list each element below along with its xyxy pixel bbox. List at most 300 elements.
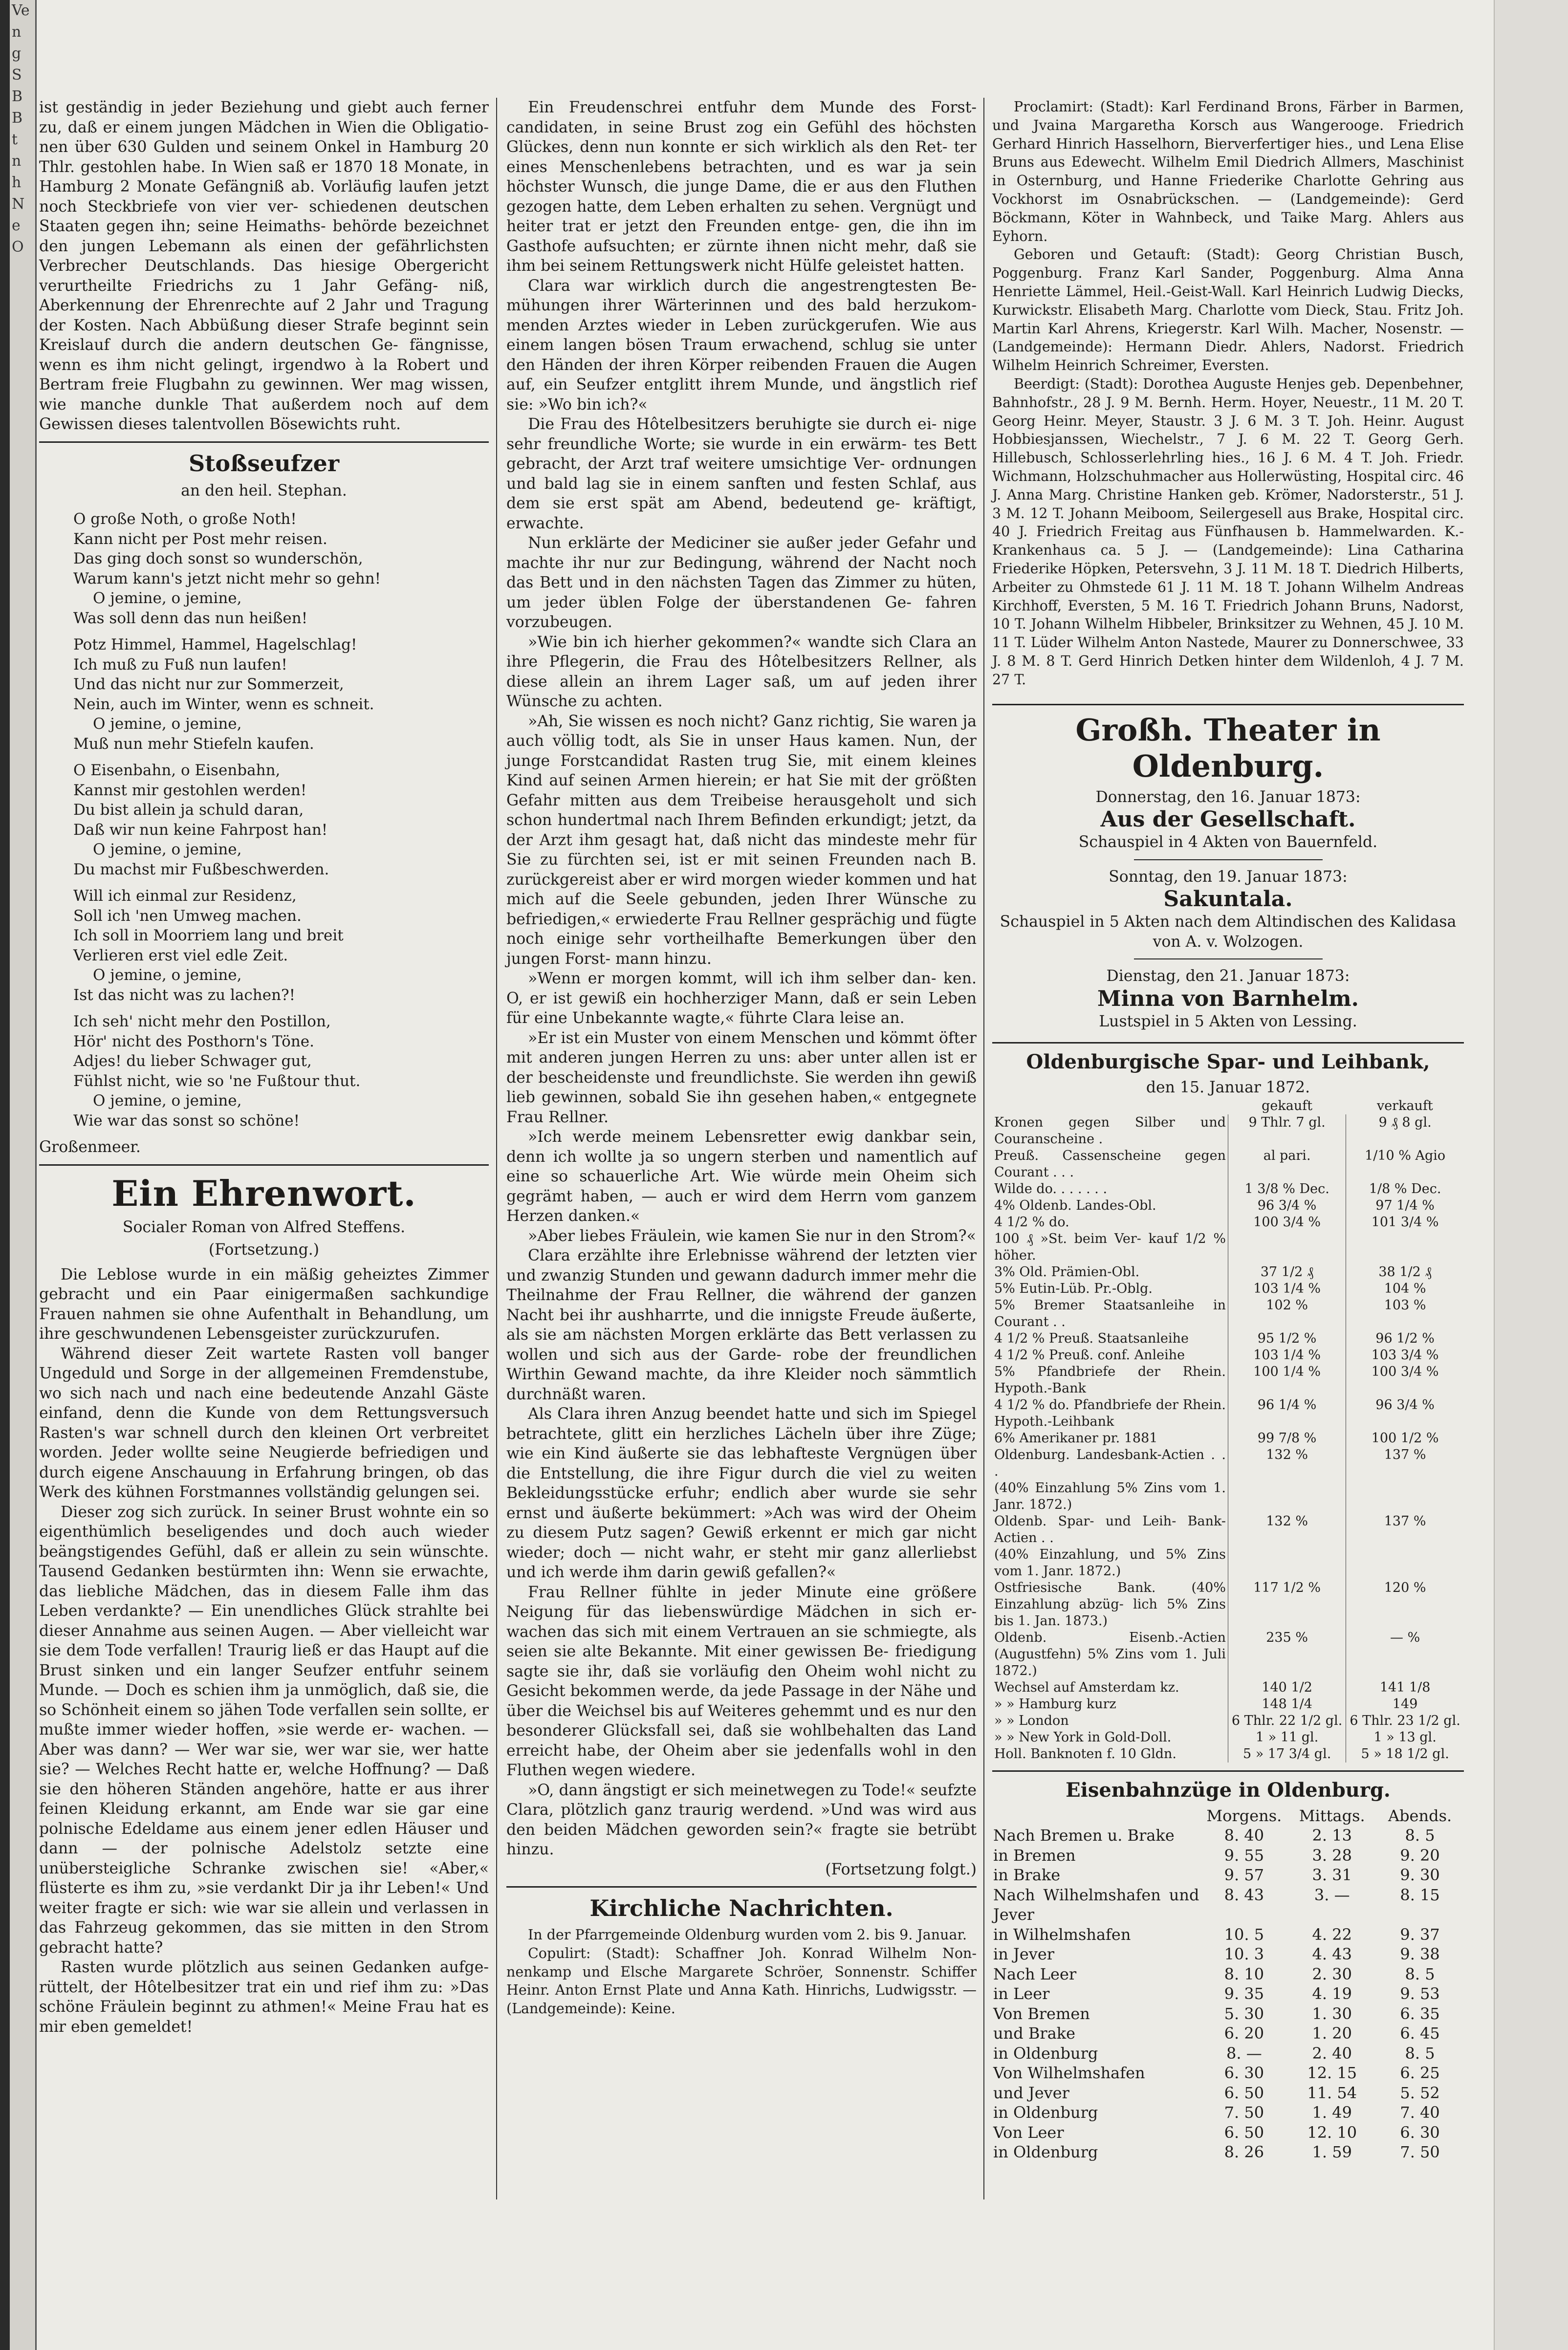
- bank-cell: Holl. Banknoten f. 10 Gldn.: [992, 1746, 1228, 1762]
- rail-row: [992, 1846, 1464, 1866]
- poem-line: Soll ich 'nen Umweg machen.: [73, 907, 302, 925]
- novel-paragraph: (Fortsetzung folgt.): [825, 1860, 977, 1878]
- rail-row: [992, 2044, 1464, 2064]
- rail-cell: 12. 10: [1307, 2123, 1357, 2142]
- bank-row: [992, 1181, 1464, 1197]
- rail-cell: 5. 30: [1224, 2004, 1264, 2023]
- bank-cell: 4% Oldenb. Landes-Obl.: [992, 1197, 1228, 1214]
- bank-cell: Oldenb. Spar- und Leih- Bank-Actien . .: [992, 1513, 1228, 1546]
- bank-cell: 235 %: [1228, 1630, 1346, 1679]
- bank-cell: 6 Thlr. 22 1/2 gl.: [1228, 1713, 1346, 1729]
- bank-row: [992, 1364, 1464, 1397]
- bank-cell: 6 Thlr. 23 1/2 gl.: [1350, 1713, 1460, 1728]
- poem-place: Großenmeer.: [39, 1138, 141, 1156]
- bank-cell: 100 3/4 %: [1371, 1364, 1439, 1379]
- bank-row: [992, 1148, 1464, 1181]
- poem-line: Nein, auch im Winter, wenn es schneit.: [73, 695, 374, 713]
- bank-header-cell: verkauft: [1376, 1098, 1433, 1113]
- strip-fragment: e: [12, 217, 21, 234]
- bank-cell: Ostfriesische Bank. (40% Einzahlung abzüg- lich 5% Zins bis 1. Jan. 1873.): [992, 1580, 1228, 1630]
- bank-cell: Oldenb. Eisenb.-Actien (Augustfehn) 5% Zins vom 1. Juli 1872.): [992, 1630, 1228, 1679]
- bank-cell: 117 1/2 %: [1228, 1580, 1346, 1630]
- theater-play-3: Minna von Barnhelm.: [1097, 986, 1359, 1011]
- rail-cell: 1. 49: [1312, 2103, 1352, 2122]
- rail-row: [992, 1984, 1464, 2004]
- novel-paragraph: »Wie bin ich hierher gekommen?« wandte sich Clara an ihre Pflegerin, die Frau des Hôtelbesitzers Rellner, als diese allein an ihrem Lager saß, um auf jeden ihrer Wünsche zu achten.: [506, 633, 977, 710]
- rail-header-cell: [992, 1806, 1200, 1826]
- bank-row: [992, 1746, 1464, 1762]
- previous-page-strip: [10, 0, 37, 2350]
- church-proclamirt: Proclamirt: (Stadt): Karl Ferdinand Brons, Färber in Barmen, und Jvaina Margaretha Korsch aus Wangerooge. Friedrich Gerhard Hinrich Hasselhorn, Bierverfertiger hies., und Lena Elise Bruns aus Edewecht. Wilhelm Emil Diedrich Allmers, Maschinist in Osternburg, und Hanne Friederike Charlotte Gehring aus Vockhorst im Osnabrückschen. — (Landgemeinde): Gerd Böckmann, Köter in Wahnbeck, und Taike Marg. Ahlers aus Eyhorn.: [992, 99, 1464, 244]
- poem-line: O Eisenbahn, o Eisenbahn,: [73, 762, 281, 779]
- theater-date-1: Donnerstag, den 16. Januar 1873:: [1095, 788, 1361, 806]
- rail-row: [992, 1925, 1464, 1945]
- poem-stanza: [73, 761, 489, 879]
- rail-row: [992, 2123, 1464, 2143]
- rail-cell: in Wilhelmshafen: [993, 1925, 1131, 1944]
- bank-cell: 1/8 % Dec.: [1369, 1181, 1441, 1197]
- bank-cell: 137 %: [1384, 1447, 1426, 1462]
- poem-stanza: [73, 1012, 489, 1131]
- rail-cell: 9. 35: [1224, 1984, 1264, 2003]
- bank-header-cell: gekauft: [1262, 1098, 1313, 1113]
- church-news-title: Kirchliche Nachrichten.: [589, 1895, 893, 1921]
- poem-line: O jemine, o jemine,: [93, 966, 242, 984]
- rail-cell: 6. 50: [1224, 2083, 1264, 2102]
- rail-cell: 6. 35: [1400, 2004, 1440, 2023]
- bank-cell: [1228, 1480, 1346, 1513]
- bank-row: [992, 1264, 1464, 1281]
- rail-cell: Von Leer: [993, 2123, 1064, 2142]
- poem-line: Du bist allein ja schuld daran,: [73, 801, 304, 819]
- bank-cell: 100 3/4 %: [1228, 1214, 1346, 1231]
- rail-cell: 9. 37: [1400, 1925, 1440, 1944]
- theater-date-3: Dienstag, den 21. Januar 1873:: [1106, 967, 1350, 985]
- poem-line: Warum kann's jetzt nicht mehr so gehn!: [73, 569, 381, 588]
- page-edge: [1494, 0, 1568, 2350]
- novel-paragraph: Rasten wurde plötzlich aus seinen Gedanken aufge- rüttelt, der Hôtelbesitzer trat ein und rief ihm zu: »Das schöne Fräulein beginnt zu athmen!« Meine Frau hat es mir eben gemeldet!: [39, 1958, 489, 2036]
- rail-row: [992, 2083, 1464, 2103]
- poem-line: Muß nun mehr Stiefeln kaufen.: [73, 735, 314, 753]
- rail-cell: 9. 38: [1400, 1945, 1440, 1963]
- poem-line: Ich soll in Moorriem lang und breit: [73, 927, 344, 944]
- bank-row: [992, 1347, 1464, 1364]
- poem-line: Ich muß zu Fuß nun laufen!: [73, 655, 287, 674]
- bank-cell: Wechsel auf Amsterdam kz.: [992, 1679, 1228, 1696]
- rail-cell: Nach Wilhelmshafen und Jever: [993, 1885, 1199, 1924]
- rail-row: [992, 2024, 1464, 2044]
- novel-paragraph: »Aber liebes Fräulein, wie kamen Sie nur in den Strom?«: [528, 1227, 976, 1245]
- novel-paragraph: Während dieser Zeit wartete Rasten voll banger Ungeduld und Sorge in der allgemeinen Fremdenstube, wo sich nach und nach eine bedeutende Anzahl Gäste einfand, denn die Kunde von dem Rettungsversuch Rasten's war schnell durch den kleinen Ort verbreitet worden. Jeder wollte seine Neugierde befriedigen und durch eigene Anschauung in Erfahrung bringen, ob das Werk des kühnen Forstmannes vollständig gelungen sei.: [39, 1345, 489, 1501]
- novel-paragraph: Als Clara ihren Anzug beendet hatte und sich im Spiegel betrachtete, glitt ein herzliches Lächeln über ihre Züge; wie ein Kind äußerte sie das lebhafteste Vergnügen über die Entstellung, die ihre Figur durch die viel zu weiten Bekleidungsstücke erfuhr; endlich aber wurde sie sehr ernst und äußerte bekümmert: »Ach was wird der Oheim zu diesem Putz sagen? Gewiß erkennt er mich gar nicht wieder; doch — nicht wahr, er steht mir ganz allerliebst und ich werde ihm darin gewiß gefallen?«: [506, 1405, 977, 1581]
- rail-cell: 9. 57: [1224, 1866, 1264, 1884]
- rail-cell: 3. 31: [1312, 1866, 1352, 1884]
- strip-fragment: O: [12, 239, 24, 256]
- poem-line: Potz Himmel, Hammel, Hagelschlag!: [73, 636, 357, 653]
- rail-row: [992, 1885, 1464, 1925]
- poem-line: Verlieren erst viel edle Zeit.: [73, 946, 288, 964]
- rail-cell: 8. 40: [1224, 1826, 1264, 1845]
- rail-row: [992, 2142, 1464, 2162]
- novel-paragraph: »O, dann ängstigt er sich meinetwegen zu Tode!« seufzte Clara, plötzlich ganz traurig werdend. »Und was wird aus den beiden Mädchen geworden sein?« fragte sie betrübt hinzu.: [506, 1781, 977, 1858]
- bank-cell: 100 1/4 %: [1228, 1364, 1346, 1397]
- bank-cell: — %: [1390, 1630, 1420, 1645]
- bank-cell: Wilde do. . . . . . .: [992, 1181, 1228, 1197]
- novel-paragraph: Clara erzählte ihre Erlebnisse während der letzten vier und zwanzig Stunden und gewann dadurch immer mehr die Theilnahme der Frau Rellner, die während der ganzen Nacht bei ihr aushharrte, und die innigste Freude äußerte, als sie am nächsten Morgen erklärte das Bett verlassen zu wollen und sich aus der Garde- robe der freundlichen Wirthin Gewand machte, da ihre Kleider noch sämmtlich durchnäßt waren.: [506, 1247, 977, 1403]
- poem-line: Hör' nicht des Posthorn's Töne.: [73, 1032, 315, 1050]
- bank-cell: 9 ₰ 8 gl.: [1378, 1114, 1432, 1130]
- poem-line: Kann nicht per Post mehr reisen.: [73, 530, 327, 548]
- novel-paragraph: »Wenn er morgen kommt, will ich ihm selber dan- ken. O, er ist gewiß ein hochherziger Mann, daß er sein Leben für eine Unbekannte wagte,« führte Clara leise an.: [506, 970, 977, 1027]
- rail-row: [992, 1826, 1464, 1846]
- novel-paragraph: Clara war wirklich durch die angestrengtesten Be- mühungen ihrer Wärterinnen und des bald herzukom- menden Arztes wieder in Leben zurückgerufen. Wie aus einem langen bösen Traum erwachend, schlug sie unter den Händen der ihren Körper reibenden Frauen die Augen auf, ein Seufzer entglitt ihrem Munde, und ängstlich rief sie: »Wo bin ich?«: [506, 277, 977, 413]
- divider: [39, 1164, 489, 1166]
- rail-cell: 9. 30: [1400, 1866, 1440, 1884]
- column-3: [992, 98, 1464, 2162]
- bank-cell: 120 %: [1384, 1580, 1426, 1595]
- poem-line: Will ich einmal zur Residenz,: [73, 887, 297, 905]
- rail-cell: in Oldenburg: [993, 2103, 1098, 2122]
- rail-cell: 3. —: [1314, 1885, 1350, 1904]
- novel-paragraph: Die Leblose wurde in ein mäßig geheiztes Zimmer gebracht und ein Paar einigermaßen sachkundige Frauen nahmen sie ohne Aufenthalt in Behandlung, um ihre geschwundenen Lebensgeister zurückzurufen.: [39, 1265, 489, 1343]
- rail-cell: 7. 40: [1400, 2103, 1440, 2122]
- bank-cell: 1 3/8 % Dec.: [1228, 1181, 1346, 1197]
- bank-cell: » » London: [992, 1713, 1228, 1729]
- strip-fragment: S: [12, 66, 22, 84]
- bank-cell: 5% Pfandbriefe der Rhein. Hypoth.-Bank: [992, 1364, 1228, 1397]
- bank-cell: 38 1/2 ₰: [1378, 1264, 1432, 1280]
- theater-date-2: Sonntag, den 19. Januar 1873:: [1109, 868, 1348, 886]
- bank-cell: 137 %: [1384, 1513, 1426, 1529]
- rail-cell: 12. 15: [1307, 2064, 1357, 2082]
- column-divider: [496, 98, 497, 2199]
- rail-cell: 11. 54: [1307, 2083, 1357, 2102]
- novel-paragraph: Dieser zog sich zurück. In seiner Brust wohnte ein so eigenthümlich beseligendes und doch auch wieder beängstigendes Gefühl, daß er allein zu sein wünschte. Tausend Gedanken bestürmten ihn: Wenn sie erwachte, das liebliche Mädchen, das in diesem Falle ihm das Leben verdankte? — Ein unendliches Glück strahlte bei dieser Annahme aus seinen Augen. — Aber vielleicht war sie dem Tode verfallen! Traurig ließ er das Haupt auf die Brust sinken und ein langer Seufzer entfuhr seinem Munde. — Doch es schien ihm ja unmöglich, daß sie, die so Schönheit einem so jähen Tode verfallen sein sollte, er mußte immer wieder hoffen, »sie werde er- wachen. — Aber was dann? — Wer war sie, wer war sie, wer hatte sie? — Welches Recht hatte er, welche Hoffnung? — Daß sie den höheren Ständen angehöre, hatte er aus ihrer feinen Kleidung erkannt, am Ende war sie gar eine polnische Edeldame aus einem jener edlen Häuser und dann — der polnische Adelstolz setzte eine unübersteigliche Schranke zwischen sie! «Aber,« flüsterte es ihm zu, »sie verdankt Dir ja ihr Leben!« Und weiter fragte er sich: wie war sie allein und verlassen in das Fahrzeug gekommen, das sie mitten in den Strom gebracht hatte?: [39, 1503, 489, 1957]
- bank-cell: 9 Thlr. 7 gl.: [1228, 1114, 1346, 1148]
- bank-cell: Kronen gegen Silber und Couranscheine .: [992, 1114, 1228, 1148]
- bank-cell: 103 1/4 %: [1228, 1281, 1346, 1297]
- poem-line: O jemine, o jemine,: [93, 715, 242, 733]
- bank-cell: al pari.: [1228, 1148, 1346, 1181]
- bank-row: [992, 1546, 1464, 1580]
- strip-fragment: N: [12, 196, 25, 213]
- rail-cell: 1. 30: [1312, 2004, 1352, 2023]
- bank-cell: 104 %: [1384, 1281, 1426, 1296]
- strip-fragment: Ve: [12, 2, 30, 19]
- bank-cell: 4 1/2 % do. Pfandbriefe der Rhein. Hypoth.-Leihbank: [992, 1397, 1228, 1430]
- bank-cell: 1 » 13 gl.: [1373, 1729, 1437, 1745]
- bank-row: [992, 1513, 1464, 1546]
- bank-title: Oldenburgische Spar- und Leihbank,: [1026, 1050, 1430, 1073]
- bank-row: [992, 1281, 1464, 1297]
- bank-cell: (40% Einzahlung 5% Zins vom 1. Janr. 1872.): [992, 1480, 1228, 1513]
- bank-cell: 37 1/2 ₰: [1228, 1264, 1346, 1281]
- rail-cell: 4. 19: [1312, 1984, 1352, 2003]
- rail-cell: 4. 22: [1312, 1925, 1352, 1944]
- rail-cell: Von Bremen: [993, 2004, 1090, 2023]
- poem-line: Und das nicht nur zur Sommerzeit,: [73, 675, 344, 693]
- poem-line: Daß wir nun keine Fahrpost han!: [73, 821, 328, 839]
- bank-cell: [1228, 1231, 1346, 1264]
- rail-cell: 8. 15: [1400, 1885, 1440, 1904]
- rail-cell: 2. 40: [1312, 2044, 1352, 2063]
- column-2: [506, 98, 977, 2018]
- divider: [992, 1770, 1464, 1772]
- bank-cell: [1346, 1231, 1464, 1264]
- rail-cell: 7. 50: [1224, 2103, 1264, 2122]
- bank-cell: 3% Old. Prämien-Obl.: [992, 1264, 1228, 1281]
- rail-cell: 9. 55: [1224, 1846, 1264, 1865]
- bank-row: [992, 1713, 1464, 1729]
- bank-row: [992, 1480, 1464, 1513]
- rail-row: [992, 1964, 1464, 1984]
- rail-cell: in Bremen: [993, 1846, 1076, 1865]
- rail-cell: 8. 26: [1224, 2143, 1264, 2161]
- column-divider: [983, 98, 984, 2199]
- bank-cell: Oldenburg. Landesbank-Actien . . .: [992, 1447, 1228, 1480]
- rail-cell: 1. 20: [1312, 2024, 1352, 2043]
- bank-cell: 96 1/2 %: [1375, 1330, 1435, 1346]
- bank-cell: [1346, 1546, 1464, 1580]
- poem-line: Kannst mir gestohlen werden!: [73, 781, 307, 799]
- rail-cell: 6. 20: [1224, 2024, 1264, 2043]
- novel-paragraph: Frau Rellner fühlte in jeder Minute eine größere Neigung für das liebenswürdige Mädchen in sich er- wachen das sich mit einem Vertrauen an sie schmiegte, als seien sie alte Bekannte. Mit einer gewissen Be- friedigung sagte sie ihr, daß sie vorläufig den Oheim wohl nicht zu Gesicht bekommen werde, da jede Passage in der Nähe und über die Weichsel bis auf Weiteres gehemmt und es nur den besonderer Glücksfall sei, daß sie wohlbehalten das Land erreicht habe, der Oheim aber sie jedenfalls wohl in den Fluthen wegen wiedere.: [506, 1583, 977, 1779]
- bank-cell: 1/10 % Agio: [1365, 1148, 1446, 1163]
- rail-cell: 6. 30: [1224, 2064, 1264, 2082]
- strip-fragment: n: [12, 23, 22, 41]
- rail-cell: 6. 30: [1400, 2123, 1440, 2142]
- rail-cell: in Jever: [993, 1945, 1055, 1963]
- poem-line: Was soll denn das nun heißen!: [73, 609, 308, 627]
- bank-cell: » » New York in Gold-Doll.: [992, 1729, 1228, 1746]
- poem-line: O jemine, o jemine,: [93, 1092, 242, 1110]
- bank-cell: 100 ₰ »St. beim Ver- kauf 1/2 % höher.: [992, 1231, 1228, 1264]
- bank-row: [992, 1297, 1464, 1330]
- rail-cell: 8. 5: [1405, 1826, 1435, 1845]
- bank-cell: 99 7/8 %: [1228, 1430, 1346, 1447]
- novel-continuation-note: (Fortsetzung.): [208, 1241, 320, 1259]
- rail-cell: und Brake: [993, 2024, 1076, 2043]
- rail-cell: in Oldenburg: [993, 2044, 1098, 2063]
- theater-desc-1: Schauspiel in 4 Akten von Bauernfeld.: [1078, 833, 1378, 851]
- poem-stanza: [73, 509, 489, 628]
- bank-row: [992, 1580, 1464, 1630]
- poem-body: [39, 509, 489, 1131]
- rail-header-cell: Morgens.: [1206, 1806, 1282, 1825]
- novel-body: [39, 1265, 489, 2037]
- rail-row: [992, 2004, 1464, 2024]
- rail-row: [992, 2063, 1464, 2083]
- rail-cell: 6. 50: [1224, 2123, 1264, 2142]
- poem-line: Wie war das sonst so schöne!: [73, 1111, 300, 1130]
- rail-cell: 8. 5: [1405, 2044, 1435, 2063]
- rail-cell: Von Wilhelmshafen: [993, 2064, 1145, 2082]
- divider: [39, 441, 489, 443]
- poem-line: Adjes! du lieber Schwager gut,: [73, 1052, 312, 1070]
- bank-date: den 15. Januar 1872.: [1146, 1079, 1310, 1096]
- divider: [992, 1042, 1464, 1044]
- bank-cell: [1346, 1480, 1464, 1513]
- rail-cell: in Oldenburg: [993, 2143, 1098, 2161]
- bank-row: [992, 1197, 1464, 1214]
- rail-cell: 1. 59: [1312, 2143, 1352, 2161]
- bank-cell: 1 » 11 gl.: [1228, 1729, 1346, 1746]
- poem-line: Du machst mir Fußbeschwerden.: [73, 860, 329, 878]
- bank-cell: 5% Bremer Staatsanleihe in Courant . .: [992, 1297, 1228, 1330]
- poem-line: O jemine, o jemine,: [93, 841, 242, 858]
- bank-cell: 149: [1392, 1696, 1418, 1712]
- novel-paragraph: Die Frau des Hôtelbesitzers beruhigte sie durch ei- nige sehr freundliche Worte; sie wurde in ein erwärm- tes Bett gebracht, der Arzt traf weitere umsichtige Ver- ordnungen und bald lag sie in einem sanften und festen Schlaf, aus dem sie erst spät am Abend, bedeutend ge- kräftigt, erwachte.: [506, 415, 977, 532]
- column-1: [39, 98, 489, 2037]
- rail-cell: 8. 43: [1224, 1885, 1264, 1904]
- poem-line: Ich seh' nicht mehr den Postillon,: [73, 1013, 331, 1030]
- theater-play-1: Aus der Gesellschaft.: [1100, 807, 1356, 832]
- bank-row: [992, 1447, 1464, 1480]
- rail-cell: 4. 43: [1312, 1945, 1352, 1963]
- rail-row: [992, 2103, 1464, 2123]
- rail-cell: 10. 5: [1224, 1925, 1264, 1944]
- rail-cell: 9. 53: [1400, 1984, 1440, 2003]
- bank-cell: 132 %: [1228, 1513, 1346, 1546]
- novel-subtitle: Socialer Roman von Alfred Steffens.: [122, 1218, 406, 1236]
- rail-cell: 8. 5: [1405, 1964, 1435, 1983]
- divider: [1134, 859, 1323, 860]
- rail-cell: 8. —: [1226, 2044, 1262, 2063]
- theater-desc-3: Lustspiel in 5 Akten von Lessing.: [1099, 1012, 1357, 1030]
- poem-line: Das ging doch sonst so wunderschön,: [73, 550, 363, 567]
- divider: [1134, 958, 1323, 959]
- rail-cell: 3. 28: [1312, 1846, 1352, 1865]
- rail-cell: 8. 10: [1224, 1964, 1264, 1983]
- rail-cell: 9. 20: [1400, 1846, 1440, 1865]
- bank-rates-table: [992, 1098, 1464, 1762]
- rail-cell: 2. 13: [1312, 1826, 1352, 1845]
- bank-cell: 4 1/2 % Preuß. Staatsanleihe: [992, 1330, 1228, 1347]
- novel-body-continued: [506, 98, 977, 1879]
- bank-cell: 5 » 17 3/4 gl.: [1228, 1746, 1346, 1762]
- novel-title: Ein Ehrenwort.: [111, 1172, 416, 1214]
- bank-cell: 140 1/2: [1228, 1679, 1346, 1696]
- bank-cell: 132 %: [1228, 1447, 1346, 1480]
- bank-row: [992, 1696, 1464, 1713]
- bank-row: [992, 1679, 1464, 1696]
- poem-stanza: [73, 886, 489, 1005]
- rail-cell: 6. 45: [1400, 2024, 1440, 2043]
- bank-cell: 103 1/4 %: [1228, 1347, 1346, 1364]
- strip-fragment: B: [12, 88, 23, 105]
- article-continuation: ist geständig in jeder Beziehung und giebt auch ferner zu, daß er einem jungen Mädchen in Wien die Obligatio- nen über 630 Gulden und seinem Onkel in Hamburg 20 Thlr. gestohlen habe. In Wien saß er 1870 18 Monate, in Hamburg 2 Monate Gefängniß ab. Vorläufig laufen jetzt noch Steckbriefe von vier ver- schiedenen deutschen Staaten gegen ihn; seine Heimaths- behörde bezeichnet den jungen Lebemann als einen der gefährlichsten Verbrecher Deutschlands. Das hiesige Obergericht verurtheilte Friedrichs zu 1 Jahr Gefäng- niß, Aberkennung der Ehrenrechte auf 2 Jahr und Tragung der Kosten. Nach Abbüßung dieser Strafe beginnt sein Kreislauf durch die andern deutschen Ge- fängnisse, wenn es ihm nicht gelingt, irgendwo à la Robert und Bertram freie Flugbahn zu gewinnen. Wer mag wissen, wie manche dunkle That außerdem noch auf dem Gewissen dieses talentvollen Bösewichts ruht.: [39, 99, 489, 433]
- novel-paragraph: »Ah, Sie wissen es noch nicht? Ganz richtig, Sie waren ja auch völlig todt, als Sie in unser Haus kamen. Nun, der junge Forstcandidat Rasten trug Sie, mit einem kleines Kind auf seinen Armen hierein; er hat Sie mit der größten Gefahr mitten aus dem Treibeise herausgeholt und sich schon hundertmal nach Ihrem Befinden erkundigt; jetzt, da der Arzt ihm gesagt hat, daß nicht das mindeste mehr für Sie zu fürchten sei, ist er mit seinen Freunden nach B. zurückgereist aber er wird morgen wieder kommen und hat mich auf die Seele gebunden, jeden Ihrer Wünsche zu befriedigen,« erwiederte Frau Rellner gesprächig und fügte noch einige sehr vortheilhafte Bemerkungen über den jungen Forst- mann hinzu.: [506, 712, 977, 968]
- bank-cell: 4 1/2 % do.: [992, 1214, 1228, 1231]
- poem-line: Fühlst nicht, wie so 'ne Fußtour thut.: [73, 1072, 361, 1090]
- bank-cell: » » Hamburg kurz: [992, 1696, 1228, 1713]
- church-copulirt: Copulirt: (Stadt): Schaffner Joh. Konrad Wilhelm Non- nenkamp und Elsche Margarete Schröer, Sonnenstr. Schiffer Heinr. Anton Ernst Plate und Anna Kath. Hinrichs, Ludwigsstr. — (Landgemeinde): Keine.: [506, 1945, 977, 2017]
- strip-fragment: B: [12, 109, 23, 127]
- rail-cell: 10. 3: [1224, 1945, 1264, 1963]
- bank-row: [992, 1214, 1464, 1231]
- rail-cell: 7. 50: [1400, 2143, 1440, 2161]
- rail-cell: Nach Leer: [993, 1964, 1077, 1983]
- rail-header-cell: Mittags.: [1299, 1806, 1365, 1825]
- bank-cell: 103 %: [1384, 1297, 1426, 1313]
- bank-header-cell: [992, 1098, 1228, 1114]
- bank-cell: 101 3/4 %: [1371, 1214, 1439, 1230]
- railway-title: Eisenbahnzüge in Oldenburg.: [1066, 1778, 1391, 1802]
- rail-cell: 5. 52: [1400, 2083, 1440, 2102]
- bank-cell: 4 1/2 % Preuß. conf. Anleihe: [992, 1347, 1228, 1364]
- strip-fragment: n: [12, 152, 22, 170]
- bank-cell: [1228, 1546, 1346, 1580]
- bank-row: [992, 1114, 1464, 1148]
- rail-header-cell: Abends.: [1388, 1806, 1452, 1825]
- bank-row: [992, 1430, 1464, 1447]
- rail-cell: und Jever: [993, 2083, 1069, 2102]
- bank-cell: 96 1/4 %: [1228, 1397, 1346, 1430]
- divider: [992, 704, 1464, 705]
- church-beerdigt: Beerdigt: (Stadt): Dorothea Auguste Henjes geb. Depenbehner, Bahnhofstr., 28 J. 9 M. Bernh. Herm. Hoyer, Neuestr., 11 M. 20 T. Georg Heinr. Meyer, Staustr. 3 J. 6 M. 3 T. Joh. Heinr. August Hobbiesjanssen, Wiechelstr., 7 J. 6 M. 22 T. Georg Gerh. Hillebusch, Schlosserlehrling hies., 16 J. 6 M. 4 T. Joh. Friedr. Wichmann, Holzschuhmacher aus Hollerwüsting, Hospital circ. 46 J. Anna Marg. Christine Hanken geb. Krömer, Nadorsterstr., 51 J. 3 M. 12 T. Johann Meiboom, Seilergesell aus Brake, Hospital circ. 40 J. Friedrich Freitag aus Fünfhausen b. Hammelwarden. K.-Krankenhaus ca. 5 J. — (Landgemeinde): Lina Catharina Friederike Höpken, Petersvehn, 3 J. 11 M. 18 T. Diedrich Hilberts, Arbeiter zu Ohmstede 61 J. 11 M. 18 T. Johann Wilhelm Andreas Kirchhoff, Eversten, 5 M. 16 T. Friedrich Johann Bruns, Nadorst, 10 T. Johann Wilhelm Hibbeler, Brinksitzer zu Wehnen, 45 J. 10 M. 11 T. Lüder Wilhelm Anton Nastede, Maurer zu Donnerschwee, 33 J. 8 M. 8 T. Gerd Hinrich Detken hinter dem Wildenloh, 4 J. 7 M. 27 T.: [992, 375, 1464, 688]
- rail-cell: in Leer: [993, 1984, 1050, 2003]
- bank-cell: 5 » 18 1/2 gl.: [1361, 1746, 1449, 1762]
- bank-row: [992, 1231, 1464, 1264]
- bank-cell: Preuß. Cassenscheine gegen Courant . . .: [992, 1148, 1228, 1181]
- rail-row: [992, 1865, 1464, 1885]
- rail-cell: 6. 25: [1400, 2064, 1440, 2082]
- bank-cell: 102 %: [1228, 1297, 1346, 1330]
- divider: [506, 1886, 977, 1888]
- bank-row: [992, 1330, 1464, 1347]
- poem-line: O große Noth, o große Noth!: [73, 510, 297, 528]
- poem-title: Stoßseufzer: [188, 450, 340, 477]
- poem-line: O jemine, o jemine,: [93, 589, 242, 607]
- rail-cell: in Brake: [993, 1866, 1061, 1884]
- rail-cell: 2. 30: [1312, 1964, 1352, 1983]
- rail-row: [992, 1944, 1464, 1964]
- strip-fragment: g: [12, 45, 22, 62]
- strip-fragment: h: [12, 174, 22, 191]
- bank-cell: 6% Amerikaner pr. 1881: [992, 1430, 1228, 1447]
- bank-cell: 96 3/4 %: [1375, 1397, 1435, 1413]
- novel-paragraph: Ein Freudenschrei entfuhr dem Munde des Forst- candidaten, in seine Brust zog ein Gefühl des höchsten Glückes, denn nun konnte er sich wirklich als den Ret- ter eines Menschenlebens betrachten, und es war ja sein höchster Wunsch, die junge Dame, die er aus den Fluthen gezogen hatte, dem Leben erhalten zu sehen. Vergnügt und heiter trat er jetzt den Freunden entge- gen, die ihn im Gasthofe aufsuchten; er zürnte ihnen nicht mehr, daß sie ihm bei seinem Rettungswerk nicht Hülfe geleistet hatten.: [506, 99, 977, 275]
- theater-play-2: Sakuntala.: [1163, 887, 1293, 912]
- strip-fragment: t: [12, 131, 18, 148]
- poem-stanza: [73, 635, 489, 754]
- bank-row: [992, 1729, 1464, 1746]
- bank-cell: 97 1/4 %: [1375, 1197, 1435, 1213]
- bank-cell: 103 3/4 %: [1371, 1347, 1439, 1363]
- bank-cell: 100 1/2 %: [1371, 1430, 1439, 1446]
- novel-paragraph: »Er ist ein Muster von einem Menschen und kömmt öfter mit anderen jungen Herren zu uns: aber unter allen ist er der bescheidenste und freundlichste. Sie werden ihn gewiß lieb gewinnen, sobald Sie ihn gesehen haben,« entgegnete Frau Rellner.: [506, 1029, 977, 1126]
- theater-desc-2: Schauspiel in 5 Akten nach dem Altindischen des Kalidasa von A. v. Wolzogen.: [1000, 913, 1457, 951]
- poem-subtitle: an den heil. Stephan.: [181, 481, 347, 500]
- bank-cell: (40% Einzahlung, und 5% Zins vom 1. Janr. 1872.): [992, 1546, 1228, 1580]
- theater-title: Großh. Theater in Oldenburg.: [1075, 712, 1381, 784]
- church-news-lead: In der Pfarrgemeinde Oldenburg wurden vom 2. bis 9. Januar.: [528, 1927, 967, 1943]
- church-geboren: Geboren und Getauft: (Stadt): Georg Christian Busch, Poggenburg. Franz Karl Sander, Poggenburg. Alma Anna Henriette Lämmel, Heil.-Geist-Wall. Karl Heinrich Ludwig Diecks, Kurwickstr. Elisabeth Marg. Charlotte vom Dieck, Stau. Fritz Joh. Martin Karl Ahrens, Kriegerstr. Karl Wilh. Macher, Nosenstr. — (Landgemeinde): Hermann Diedr. Ahlers, Nadorst. Friedrich Wilhelm Heinrich Schreimer, Eversten.: [992, 246, 1464, 374]
- bank-cell: 5% Eutin-Lüb. Pr.-Oblg.: [992, 1281, 1228, 1297]
- novel-paragraph: Nun erklärte der Mediciner sie außer jeder Gefahr und machte ihr nur zur Bedingung, während der Nacht noch das Bett und in den nächsten Tagen das Zimmer zu hüten, um jeder üblen Folge der überstandenen Ge- fahren vorzubeugen.: [506, 534, 977, 631]
- bank-cell: 148 1/4: [1228, 1696, 1346, 1713]
- railway-timetable: [992, 1806, 1464, 2162]
- bank-cell: 96 3/4 %: [1228, 1197, 1346, 1214]
- bank-row: [992, 1397, 1464, 1430]
- bank-cell: 141 1/8: [1379, 1679, 1431, 1695]
- novel-paragraph: »Ich werde meinem Lebensretter ewig dankbar sein, denn ich wollte ja so ungern sterben und namentlich auf eine so schauerliche Art. Wie würde mein Oheim sich gegrämt haben, — auch er wird dem Herrn vom ganzem Herzen danken.«: [506, 1128, 977, 1225]
- bank-row: [992, 1630, 1464, 1679]
- bank-cell: 95 1/2 %: [1228, 1330, 1346, 1347]
- rail-cell: Nach Bremen u. Brake: [993, 1826, 1175, 1845]
- book-spine: [0, 0, 10, 2350]
- poem-line: Ist das nicht was zu lachen?!: [73, 986, 296, 1004]
